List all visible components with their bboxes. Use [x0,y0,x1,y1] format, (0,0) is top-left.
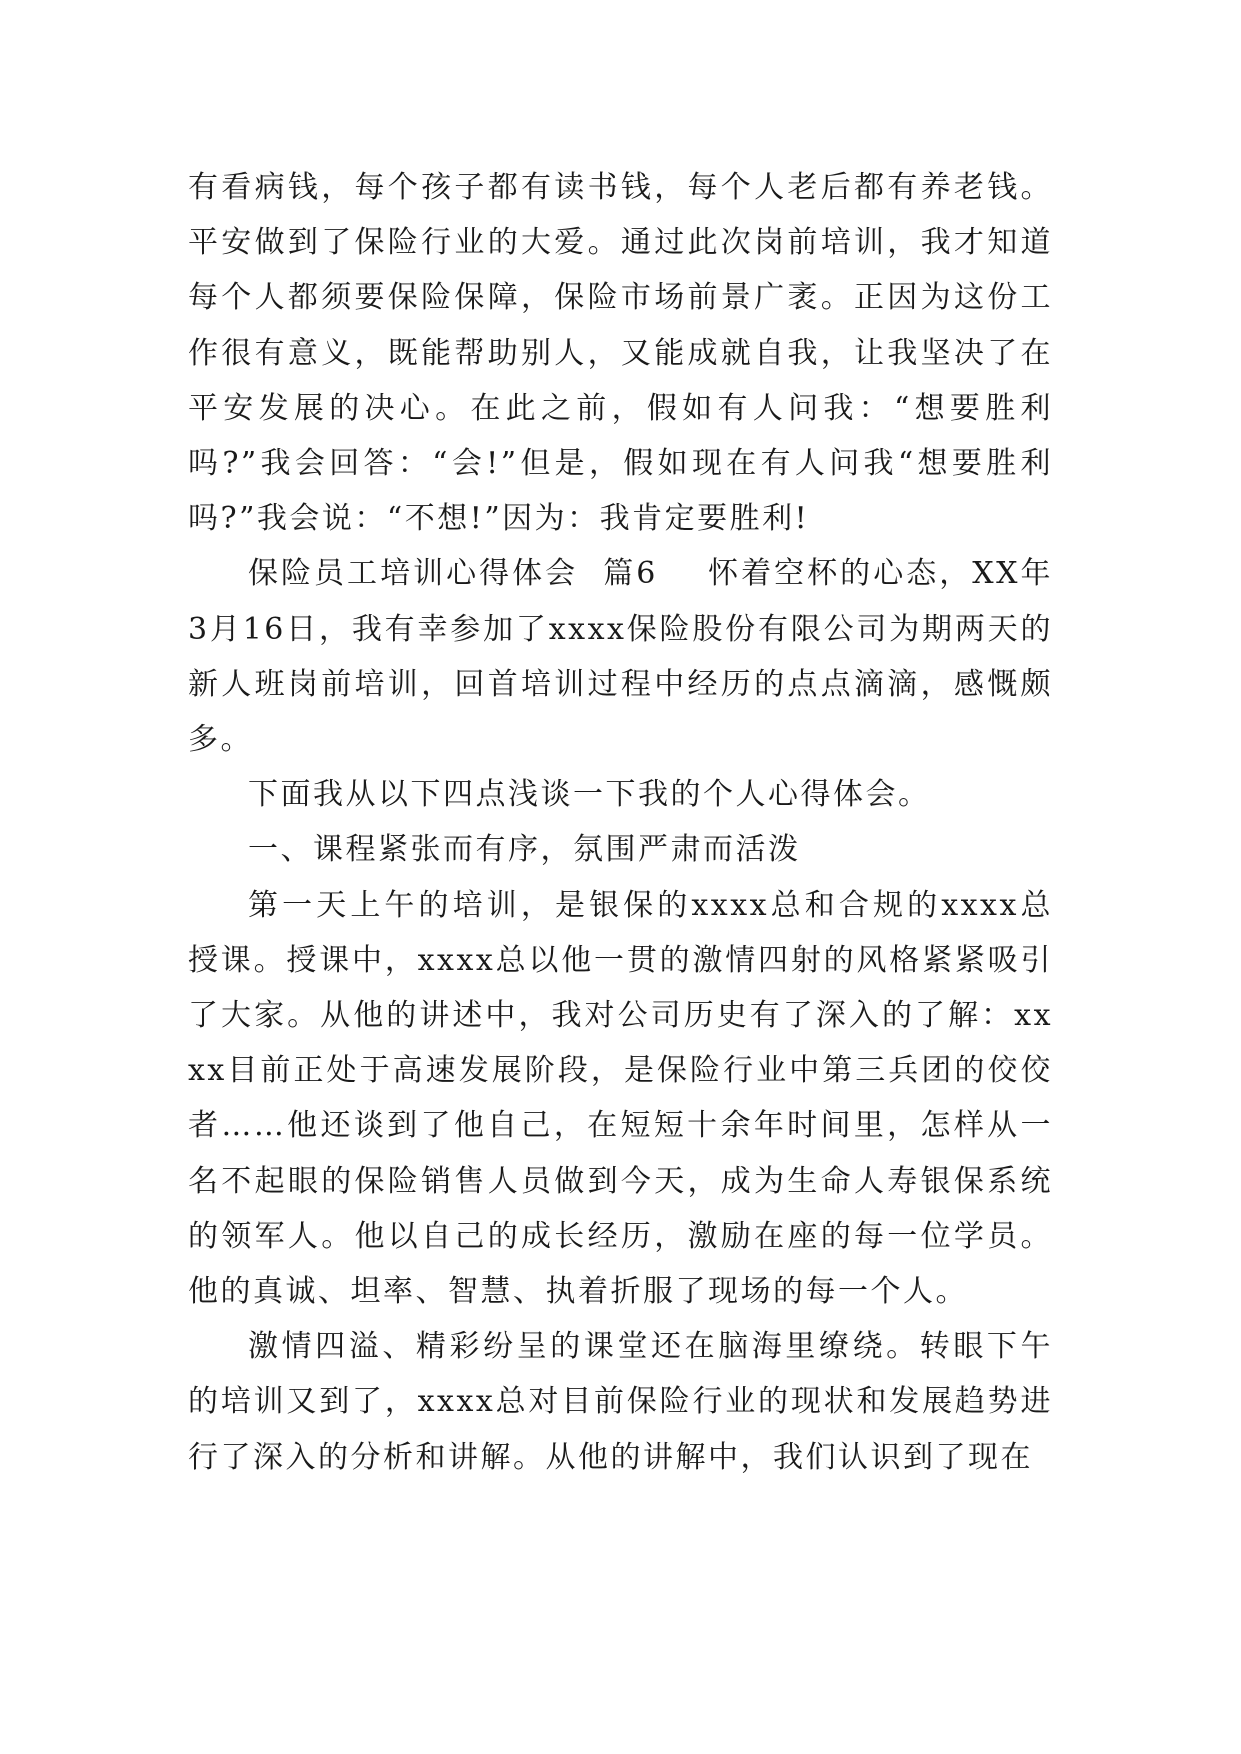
document-body [188,160,1053,1485]
paragraph-continued: 有看病钱，每个孩子都有读书钱，每个人老后都有养老钱。平安做到了保险行业的大爱。通过此次岗前培训，我才知道每个人都须要保险保障，保险市场前景广袤。正因为这份工作很有意义，既能帮助别人，又能成就自我，让我坚决了在平安发展的决心。在此之前，假如有人问我：“想要胜利吗?”我会回答：“会!”但是，假如现在有人问我“想要胜利吗?”我会说：“不想!”因为：我肯定要胜利! [188,170,1053,537]
paragraph-overview: 下面我从以下四点浅谈一下我的个人心得体会。 [248,777,931,813]
paragraph-section-6-intro: 保险员工培训心得体会 篇6 怀着空杯的心态，XX年3月16日，我有幸参加了xxxx保险股份有限公司为期两天的新人班岗前培训，回首培训过程中经历的点点滴滴，感慨颇多。 [188,556,1053,758]
paragraph-heading-1: 一、课程紧张而有序，氛围严肃而活泼 [248,832,801,868]
paragraph-first-day: 第一天上午的培训，是银保的xxxx总和合规的xxxx总授课。授课中，xxxx总以他一贯的激情四射的风格紧紧吸引了大家。从他的讲述中，我对公司历史有了深入的了解：xxxx目前正处于高速发展阶段，是保险行业中第三兵团的佼佼者……他还谈到了他自己，在短短十余年时间里，怎样从一名不起眼的保险销售人员做到今天，成为生命人寿银保系统的领军人。他以自己的成长经历，激励在座的每一位学员。他的真诚、坦率、智慧、执着折服了现场的每一个人。 [188,887,1053,1310]
paragraph-afternoon: 激情四溢、精彩纷呈的课堂还在脑海里缭绕。转眼下午的培训又到了，xxxx总对目前保险行业的现状和发展趋势进行了深入的分析和讲解。从他的讲解中，我们认识到了现在 [188,1329,1053,1475]
